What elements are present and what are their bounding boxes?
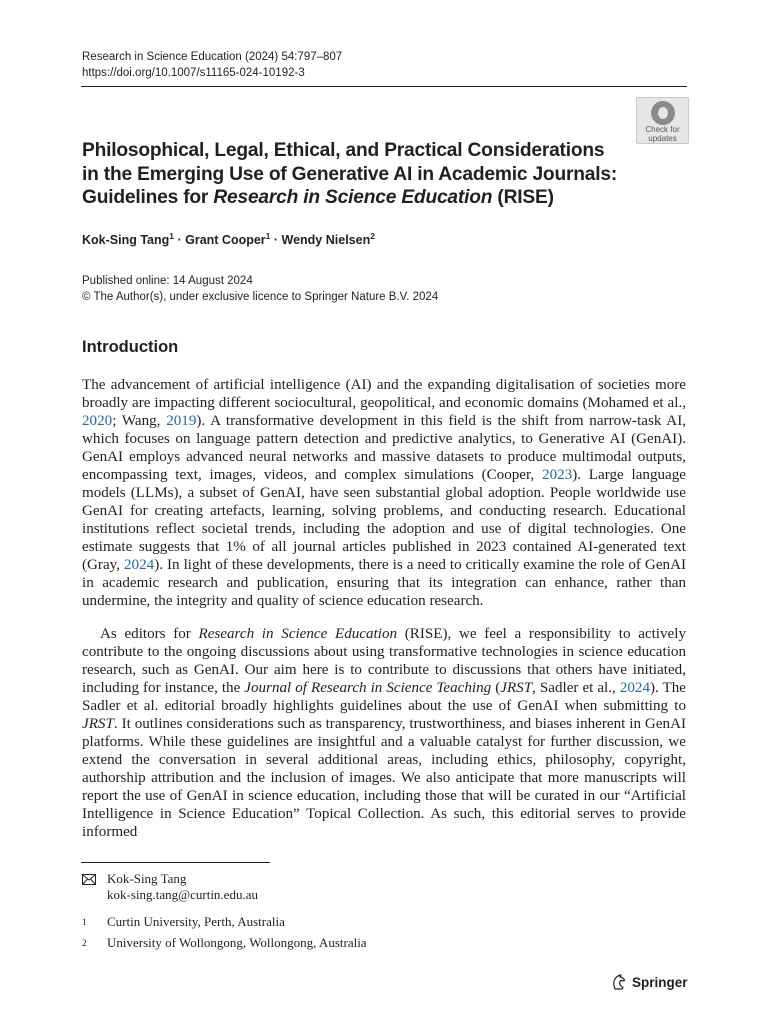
citation-year-link[interactable]: 2020 — [82, 413, 113, 429]
paragraph-text: ). The Sadler et al. editorial broadly highlights guidelines about the use of GenAI when submitting to — [82, 680, 686, 714]
doi-link[interactable]: https://doi.org/10.1007/s11165-024-10192-3 — [82, 67, 305, 79]
title-line-1: Philosophical, Legal, Ethical, and Practical Considerations — [82, 140, 605, 161]
paragraph-text: ). A transformative development in this field is the shift from narrow-task AI, which focuses on language pattern detection and predictive analytics, to Generative AI (GenAI). GenAI employs advanced neural networks and massive datasets to produce multimodal outputs, encompassing text, images, videos, and complex simulations (Cooper, — [82, 413, 686, 483]
italic-text: Research in Science Education — [198, 626, 398, 642]
author-name[interactable]: Grant Cooper — [185, 233, 266, 247]
badge-line1: Check for — [645, 125, 680, 134]
header-rule — [81, 86, 687, 87]
italic-text: Journal of Research in Science Teaching — [244, 680, 492, 696]
italic-text: JRST — [82, 716, 114, 732]
affiliation-number: 1 — [82, 918, 87, 928]
envelope-icon — [82, 873, 96, 889]
springer-horse-icon — [611, 974, 626, 993]
crossmark-icon — [651, 101, 675, 125]
italic-text: JRST — [500, 680, 533, 696]
citation-year-link[interactable]: 2024 — [619, 680, 650, 696]
author-affiliation-mark: 1 — [265, 231, 271, 241]
body-paragraph-2 — [82, 625, 686, 841]
citation-year-link[interactable]: 2023 — [542, 467, 573, 483]
title-line-3 — [82, 186, 642, 210]
paragraph-text: ( — [491, 680, 501, 696]
author-name[interactable]: Kok-Sing Tang — [82, 233, 170, 247]
author-affiliation-mark: 2 — [370, 231, 375, 241]
author-affiliation-mark: 1 — [169, 231, 174, 241]
springer-logo — [611, 974, 688, 993]
paragraph-text: , Sadler et al., — [532, 680, 620, 696]
title-line-3-post: (RISE) — [492, 187, 554, 208]
paragraph-text: (RISE), we feel a responsibility to actively contribute to the ongoing discussions about using transformative technologies in science education research, such as GenAI. Our aim here is to contribute to discussions that others have initiated, including for instance, the — [82, 626, 686, 696]
body-paragraph-1 — [82, 376, 686, 610]
author-name[interactable]: Wendy Nielsen — [281, 233, 371, 247]
citation-year-link[interactable]: 2019 — [166, 413, 197, 429]
check-for-updates-badge[interactable] — [636, 97, 689, 144]
contact-name: Kok-Sing Tang — [107, 871, 187, 886]
author-list — [82, 233, 375, 247]
article-title — [82, 139, 642, 210]
title-line-3-pre: Guidelines for — [82, 187, 214, 208]
affiliation-number: 2 — [82, 939, 87, 949]
journal-citation: Research in Science Education (2024) 54:797–807 — [82, 51, 343, 63]
paragraph-text: As editors for — [100, 626, 199, 642]
paragraph-text: ). Large language models (LLMs), a subset of GenAI, have seen substantial global adoption. People worldwide use GenAI for creating artefacts, learning, solving problems, and conducting research. Educational institutions reflect societal trends, including the adoption and use of digital technologies. One estimate suggests that 1% of all journal articles published in 2023 contained AI-generated text (Gray, — [82, 467, 686, 573]
author-separator: · — [270, 233, 282, 247]
publication-info — [82, 273, 438, 305]
section-heading: Introduction — [82, 338, 179, 356]
citation-year-link[interactable]: 2024 — [124, 557, 155, 573]
corresponding-author — [107, 871, 258, 903]
affiliation-text: University of Wollongong, Wollongong, Australia — [107, 935, 367, 950]
affiliation-text: Curtin University, Perth, Australia — [107, 914, 285, 929]
author-separator: · — [174, 233, 186, 247]
contact-email[interactable]: kok-sing.tang@curtin.edu.au — [107, 887, 258, 902]
paragraph-text: ; Wang, — [112, 413, 167, 429]
paragraph-text: The advancement of artificial intelligence (AI) and the expanding digitalisation of societies more broadly are impacting different sociocultural, geopolitical, and economic domains (Mohamed et al., — [82, 377, 686, 411]
published-date: Published online: 14 August 2024 — [82, 275, 253, 287]
paragraph-text: . It outlines considerations such as transparency, trustworthiness, and biases inherent in GenAI platforms. While these guidelines are insightful and a valuable catalyst for further discussion, we extend the conversation in several additional areas, including ethics, philosophy, copyright, authorship attribution and the inclusion of images. We also anticipate that more manuscripts will report the use of GenAI in science education, including those that will be curated in our “Artificial Intelligence in Science Education” Topical Collection. As such, this editorial serves to provide informed — [82, 716, 686, 840]
publisher-name: Springer — [632, 975, 688, 990]
title-journal-name: Research in Science Education — [213, 187, 493, 208]
journal-header — [82, 49, 342, 81]
badge-line2: updates — [648, 134, 677, 143]
title-line-2: in the Emerging Use of Generative AI in Academic Journals: — [82, 163, 618, 185]
footnote-rule — [81, 862, 270, 863]
paragraph-text: ). In light of these developments, there is a need to critically examine the role of GenAI in academic research and publication, ensuring that its integration can enhance, rather than undermine, the integrity and quality of science education research. — [82, 557, 686, 609]
copyright-notice: © The Author(s), under exclusive licence to Springer Nature B.V. 2024 — [82, 291, 439, 303]
